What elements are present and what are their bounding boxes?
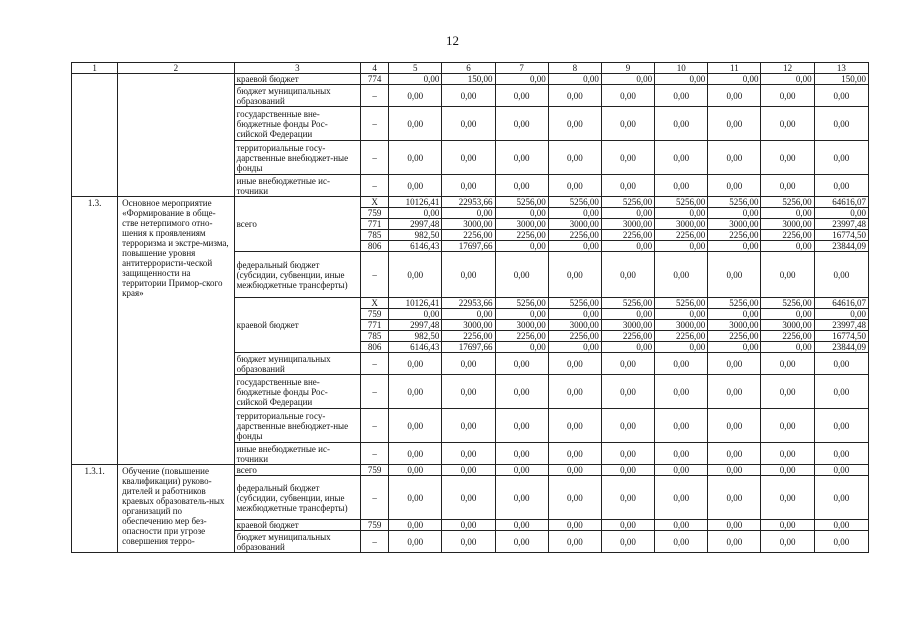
- source-label: бюджет муниципальных образований: [234, 85, 360, 107]
- code-cell: 759: [361, 309, 389, 320]
- value-cell: 0,00: [655, 531, 708, 553]
- value-cell: 2256,00: [495, 331, 548, 342]
- value-cell: 0,00: [601, 252, 654, 298]
- value-cell: 0,00: [601, 342, 654, 353]
- column-header: 6: [442, 63, 495, 74]
- value-cell: 22953,66: [442, 298, 495, 309]
- value-cell: 0,00: [761, 309, 814, 320]
- value-cell: 0,00: [389, 353, 442, 375]
- value-cell: 0,00: [761, 375, 814, 409]
- value-cell: 0,00: [655, 85, 708, 107]
- code-cell: –: [361, 531, 389, 553]
- value-cell: 0,00: [548, 375, 601, 409]
- value-cell: 3000,00: [548, 320, 601, 331]
- value-cell: 0,00: [495, 375, 548, 409]
- code-cell: –: [361, 141, 389, 175]
- value-cell: 0,00: [655, 141, 708, 175]
- value-cell: 0,00: [601, 443, 654, 465]
- value-cell: 0,00: [442, 141, 495, 175]
- value-cell: 0,00: [389, 85, 442, 107]
- code-cell: 806: [361, 342, 389, 353]
- table-row: [72, 197, 869, 208]
- value-cell: 0,00: [389, 409, 442, 443]
- code-cell: –: [361, 353, 389, 375]
- column-header: 9: [601, 63, 654, 74]
- code-cell: 806: [361, 241, 389, 252]
- value-cell: 0,00: [442, 309, 495, 320]
- value-cell: 0,00: [495, 208, 548, 219]
- value-cell: 0,00: [548, 353, 601, 375]
- value-cell: 0,00: [495, 520, 548, 531]
- value-cell: 0,00: [708, 85, 761, 107]
- value-cell: 0,00: [495, 443, 548, 465]
- code-cell: 774: [361, 74, 389, 85]
- code-cell: –: [361, 252, 389, 298]
- value-cell: 0,00: [655, 409, 708, 443]
- code-cell: –: [361, 443, 389, 465]
- value-cell: 0,00: [442, 252, 495, 298]
- item-name: Основное мероприятие «Формирование в обще-стве нетерпимого отно-шения к проявлениям терроризма и экстре-мизма, повышение уровня антитеррористи-ческой защищенности на территории Примор-ского края»: [118, 197, 234, 465]
- value-cell: 0,00: [814, 443, 868, 465]
- value-cell: 2256,00: [548, 331, 601, 342]
- value-cell: 0,00: [495, 531, 548, 553]
- value-cell: 3000,00: [655, 219, 708, 230]
- value-cell: 2256,00: [601, 230, 654, 241]
- column-header: 11: [708, 63, 761, 74]
- value-cell: 0,00: [655, 465, 708, 476]
- value-cell: 0,00: [708, 141, 761, 175]
- value-cell: 0,00: [601, 175, 654, 197]
- value-cell: 0,00: [814, 175, 868, 197]
- value-cell: 3000,00: [601, 219, 654, 230]
- value-cell: 982,50: [389, 331, 442, 342]
- value-cell: 0,00: [761, 252, 814, 298]
- value-cell: 0,00: [761, 520, 814, 531]
- value-cell: 0,00: [442, 375, 495, 409]
- value-cell: 5256,00: [708, 298, 761, 309]
- value-cell: 0,00: [495, 476, 548, 520]
- value-cell: 0,00: [814, 465, 868, 476]
- value-cell: 2256,00: [708, 331, 761, 342]
- value-cell: 23844,09: [814, 342, 868, 353]
- value-cell: 2256,00: [601, 331, 654, 342]
- value-cell: 5256,00: [761, 298, 814, 309]
- budget-table: [71, 62, 869, 553]
- value-cell: 23844,09: [814, 241, 868, 252]
- value-cell: 0,00: [761, 409, 814, 443]
- value-cell: 0,00: [548, 342, 601, 353]
- source-label: федеральный бюджет (субсидии, субвенции, иные межбюджетные трансферты): [234, 476, 360, 520]
- value-cell: 10126,41: [389, 298, 442, 309]
- value-cell: 3000,00: [708, 219, 761, 230]
- value-cell: 0,00: [495, 141, 548, 175]
- value-cell: 0,00: [601, 531, 654, 553]
- value-cell: 0,00: [442, 443, 495, 465]
- value-cell: 0,00: [655, 353, 708, 375]
- value-cell: 23997,48: [814, 320, 868, 331]
- value-cell: 0,00: [442, 465, 495, 476]
- value-cell: 10126,41: [389, 197, 442, 208]
- value-cell: 0,00: [389, 208, 442, 219]
- value-cell: 3000,00: [442, 320, 495, 331]
- value-cell: 0,00: [761, 342, 814, 353]
- column-header: 1: [72, 63, 118, 74]
- value-cell: 0,00: [495, 409, 548, 443]
- source-label: иные внебюджетные ис-точники: [234, 175, 360, 197]
- value-cell: 0,00: [708, 465, 761, 476]
- value-cell: 0,00: [548, 409, 601, 443]
- value-cell: 64616,07: [814, 298, 868, 309]
- code-cell: X: [361, 197, 389, 208]
- value-cell: 2997,48: [389, 219, 442, 230]
- value-cell: 64616,07: [814, 197, 868, 208]
- value-cell: 2256,00: [655, 230, 708, 241]
- item-name: Обучение (повышение квалификации) руково-дителей и работников краевых образователь-ных организаций по обеспечению мер без-опасности при угрозе совершения терро-: [118, 465, 234, 553]
- value-cell: 0,00: [708, 309, 761, 320]
- source-label: государственные вне-бюджетные фонды Рос-сийской Федерации: [234, 375, 360, 409]
- value-cell: 5256,00: [495, 197, 548, 208]
- value-cell: 2997,48: [389, 320, 442, 331]
- value-cell: 0,00: [761, 531, 814, 553]
- code-cell: –: [361, 107, 389, 141]
- code-cell: –: [361, 409, 389, 443]
- value-cell: 0,00: [442, 175, 495, 197]
- column-header: 5: [389, 63, 442, 74]
- value-cell: 0,00: [814, 531, 868, 553]
- value-cell: 0,00: [548, 443, 601, 465]
- value-cell: 982,50: [389, 230, 442, 241]
- code-cell: –: [361, 85, 389, 107]
- value-cell: 3000,00: [708, 320, 761, 331]
- value-cell: 0,00: [601, 309, 654, 320]
- item-number: 1.3.1.: [72, 465, 118, 553]
- value-cell: 6146,43: [389, 342, 442, 353]
- value-cell: 0,00: [601, 476, 654, 520]
- value-cell: 2256,00: [548, 230, 601, 241]
- value-cell: 0,00: [655, 175, 708, 197]
- value-cell: 3000,00: [495, 219, 548, 230]
- value-cell: 0,00: [761, 353, 814, 375]
- value-cell: 0,00: [389, 309, 442, 320]
- value-cell: 16774,50: [814, 331, 868, 342]
- value-cell: 0,00: [814, 375, 868, 409]
- value-cell: 2256,00: [761, 230, 814, 241]
- code-cell: 759: [361, 520, 389, 531]
- value-cell: 0,00: [548, 175, 601, 197]
- value-cell: 0,00: [761, 107, 814, 141]
- value-cell: 0,00: [814, 520, 868, 531]
- source-label: территориальные госу-дарственные внебюджет-ные фонды: [234, 141, 360, 175]
- value-cell: 0,00: [601, 353, 654, 375]
- source-label: краевой бюджет: [234, 298, 360, 353]
- value-cell: 0,00: [814, 208, 868, 219]
- value-cell: 2256,00: [761, 331, 814, 342]
- value-cell: 6146,43: [389, 241, 442, 252]
- value-cell: 150,00: [442, 74, 495, 85]
- value-cell: 0,00: [761, 208, 814, 219]
- column-header: 2: [118, 63, 234, 74]
- column-header: 7: [495, 63, 548, 74]
- value-cell: 0,00: [442, 409, 495, 443]
- value-cell: 0,00: [708, 443, 761, 465]
- value-cell: 3000,00: [601, 320, 654, 331]
- value-cell: 0,00: [495, 241, 548, 252]
- value-cell: 0,00: [761, 476, 814, 520]
- value-cell: 0,00: [708, 375, 761, 409]
- value-cell: 0,00: [548, 107, 601, 141]
- table-row: [72, 63, 869, 74]
- value-cell: 5256,00: [708, 197, 761, 208]
- value-cell: 0,00: [495, 309, 548, 320]
- source-label: краевой бюджет: [234, 74, 360, 85]
- value-cell: 0,00: [814, 353, 868, 375]
- value-cell: 3000,00: [548, 219, 601, 230]
- value-cell: 17697,66: [442, 342, 495, 353]
- value-cell: 0,00: [708, 208, 761, 219]
- value-cell: 5256,00: [761, 197, 814, 208]
- value-cell: 0,00: [761, 74, 814, 85]
- source-label: краевой бюджет: [234, 520, 360, 531]
- value-cell: 0,00: [548, 208, 601, 219]
- value-cell: 0,00: [495, 175, 548, 197]
- value-cell: 3000,00: [495, 320, 548, 331]
- value-cell: 2256,00: [442, 331, 495, 342]
- value-cell: 0,00: [495, 342, 548, 353]
- value-cell: 0,00: [814, 252, 868, 298]
- column-header: 10: [655, 63, 708, 74]
- value-cell: 0,00: [761, 443, 814, 465]
- value-cell: 0,00: [708, 476, 761, 520]
- code-cell: X: [361, 298, 389, 309]
- value-cell: 0,00: [655, 342, 708, 353]
- value-cell: 0,00: [389, 465, 442, 476]
- value-cell: 0,00: [708, 241, 761, 252]
- value-cell: 0,00: [389, 74, 442, 85]
- code-cell: –: [361, 175, 389, 197]
- value-cell: 0,00: [708, 252, 761, 298]
- value-cell: 5256,00: [601, 197, 654, 208]
- value-cell: 0,00: [389, 252, 442, 298]
- value-cell: 0,00: [708, 342, 761, 353]
- code-cell: –: [361, 476, 389, 520]
- value-cell: 0,00: [548, 85, 601, 107]
- source-label: всего: [234, 465, 360, 476]
- value-cell: 16774,50: [814, 230, 868, 241]
- value-cell: 0,00: [708, 353, 761, 375]
- source-label: всего: [234, 197, 360, 252]
- value-cell: 0,00: [708, 175, 761, 197]
- value-cell: 0,00: [655, 241, 708, 252]
- value-cell: 0,00: [548, 241, 601, 252]
- value-cell: 0,00: [655, 208, 708, 219]
- code-cell: 785: [361, 230, 389, 241]
- value-cell: 5256,00: [495, 298, 548, 309]
- value-cell: 0,00: [495, 353, 548, 375]
- value-cell: 5256,00: [548, 197, 601, 208]
- code-cell: 771: [361, 320, 389, 331]
- value-cell: 0,00: [442, 208, 495, 219]
- column-header: 4: [361, 63, 389, 74]
- value-cell: 0,00: [814, 85, 868, 107]
- value-cell: 5256,00: [601, 298, 654, 309]
- table-row: [72, 465, 869, 476]
- value-cell: 0,00: [601, 375, 654, 409]
- value-cell: 0,00: [761, 141, 814, 175]
- value-cell: 0,00: [655, 252, 708, 298]
- value-cell: 0,00: [389, 107, 442, 141]
- code-cell: 759: [361, 208, 389, 219]
- value-cell: 0,00: [655, 375, 708, 409]
- value-cell: 0,00: [601, 465, 654, 476]
- value-cell: 150,00: [814, 74, 868, 85]
- value-cell: 3000,00: [761, 219, 814, 230]
- value-cell: 3000,00: [761, 320, 814, 331]
- value-cell: 0,00: [708, 409, 761, 443]
- value-cell: 0,00: [548, 74, 601, 85]
- source-label: государственные вне-бюджетные фонды Рос-сийской Федерации: [234, 107, 360, 141]
- value-cell: 0,00: [655, 476, 708, 520]
- value-cell: 0,00: [548, 309, 601, 320]
- value-cell: 0,00: [389, 476, 442, 520]
- value-cell: 0,00: [708, 520, 761, 531]
- value-cell: 3000,00: [655, 320, 708, 331]
- value-cell: 0,00: [601, 520, 654, 531]
- page-number: 12: [446, 33, 459, 48]
- value-cell: 0,00: [442, 476, 495, 520]
- value-cell: 0,00: [814, 107, 868, 141]
- value-cell: 0,00: [442, 520, 495, 531]
- value-cell: 0,00: [655, 520, 708, 531]
- value-cell: 0,00: [601, 208, 654, 219]
- value-cell: 0,00: [761, 175, 814, 197]
- value-cell: 0,00: [548, 465, 601, 476]
- value-cell: 2256,00: [495, 230, 548, 241]
- column-header: 8: [548, 63, 601, 74]
- value-cell: 0,00: [389, 375, 442, 409]
- value-cell: 0,00: [389, 141, 442, 175]
- value-cell: 0,00: [548, 520, 601, 531]
- value-cell: 0,00: [548, 252, 601, 298]
- value-cell: 0,00: [601, 107, 654, 141]
- value-cell: 0,00: [655, 443, 708, 465]
- table-row: [72, 74, 869, 85]
- value-cell: 0,00: [495, 107, 548, 141]
- value-cell: 0,00: [495, 252, 548, 298]
- value-cell: 0,00: [601, 241, 654, 252]
- value-cell: 0,00: [814, 409, 868, 443]
- item-name-cell: [118, 74, 234, 197]
- source-label: бюджет муниципальных образований: [234, 531, 360, 553]
- item-number: 1.3.: [72, 197, 118, 465]
- value-cell: 5256,00: [548, 298, 601, 309]
- value-cell: 0,00: [601, 85, 654, 107]
- code-cell: –: [361, 375, 389, 409]
- value-cell: 0,00: [495, 74, 548, 85]
- value-cell: 0,00: [708, 74, 761, 85]
- value-cell: 0,00: [601, 141, 654, 175]
- code-cell: 785: [361, 331, 389, 342]
- value-cell: 0,00: [442, 85, 495, 107]
- value-cell: 0,00: [495, 465, 548, 476]
- value-cell: 23997,48: [814, 219, 868, 230]
- value-cell: 0,00: [761, 465, 814, 476]
- value-cell: 0,00: [548, 476, 601, 520]
- value-cell: 0,00: [442, 531, 495, 553]
- value-cell: 0,00: [548, 141, 601, 175]
- value-cell: 0,00: [442, 353, 495, 375]
- value-cell: 0,00: [814, 141, 868, 175]
- value-cell: 0,00: [601, 74, 654, 85]
- value-cell: 0,00: [389, 175, 442, 197]
- value-cell: 0,00: [548, 531, 601, 553]
- value-cell: 0,00: [389, 443, 442, 465]
- value-cell: 0,00: [814, 309, 868, 320]
- value-cell: 0,00: [655, 107, 708, 141]
- value-cell: 5256,00: [655, 298, 708, 309]
- value-cell: 3000,00: [442, 219, 495, 230]
- item-number-cell: [72, 74, 118, 197]
- value-cell: 0,00: [655, 309, 708, 320]
- value-cell: 0,00: [389, 531, 442, 553]
- value-cell: 2256,00: [655, 331, 708, 342]
- value-cell: 0,00: [761, 241, 814, 252]
- value-cell: 0,00: [601, 409, 654, 443]
- value-cell: 2256,00: [442, 230, 495, 241]
- value-cell: 17697,66: [442, 241, 495, 252]
- value-cell: 0,00: [814, 476, 868, 520]
- value-cell: 0,00: [389, 520, 442, 531]
- value-cell: 0,00: [655, 74, 708, 85]
- value-cell: 0,00: [708, 531, 761, 553]
- source-label: бюджет муниципальных образований: [234, 353, 360, 375]
- column-header: 3: [234, 63, 360, 74]
- code-cell: 759: [361, 465, 389, 476]
- value-cell: 2256,00: [708, 230, 761, 241]
- source-label: федеральный бюджет (субсидии, субвенции, иные межбюджетные трансферты): [234, 252, 360, 298]
- value-cell: 22953,66: [442, 197, 495, 208]
- value-cell: 0,00: [495, 85, 548, 107]
- source-label: территориальные госу-дарственные внебюджет-ные фонды: [234, 409, 360, 443]
- value-cell: 5256,00: [655, 197, 708, 208]
- column-header: 13: [814, 63, 868, 74]
- source-label: иные внебюджетные ис-точники: [234, 443, 360, 465]
- value-cell: 0,00: [708, 107, 761, 141]
- value-cell: 0,00: [442, 107, 495, 141]
- value-cell: 0,00: [761, 85, 814, 107]
- code-cell: 771: [361, 219, 389, 230]
- column-header: 12: [761, 63, 814, 74]
